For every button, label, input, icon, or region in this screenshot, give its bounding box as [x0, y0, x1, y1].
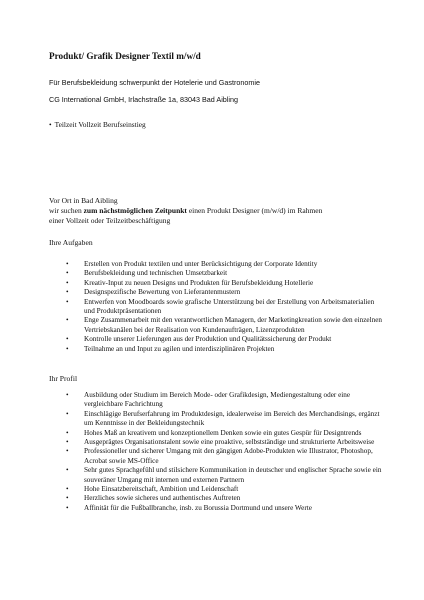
list-item: • Kreativ-Input zu neuen Designs und Produkten für Berufsbekleidung Hotellerie: [66, 279, 386, 288]
bullet-icon: •: [49, 120, 52, 129]
list-item: • Hohe Einsatzbereitschaft, Ambition und Leidenschaft: [66, 485, 386, 494]
list-item: • Einschlägige Berufserfahrung im Produktdesign, idealerweise im Bereich des Merchandisings, ergänzt um Kenntnisse in der Bekleidungstechnik: [66, 410, 386, 429]
list-item: • Ausbildung oder Studium im Bereich Mode- oder Grafikdesign, Mediengestaltung oder eine vergleichbare Fachrichtung: [66, 391, 386, 410]
company-address: CG International GmbH, Irlachstraße 1a, 83043 Bad Aibling: [49, 95, 238, 104]
subtitle-line: Für Berufsbekleidung schwerpunkt der Hotelerie und Gastronomie: [49, 78, 260, 87]
aufgaben-heading: Ihre Aufgaben: [49, 238, 93, 247]
employment-type: [49, 120, 146, 129]
profil-heading: Ihr Profil: [49, 374, 78, 383]
employment-type-text: Teilzeit Vollzeit Berufseinstieg: [54, 120, 146, 129]
intro-line3: einer Vollzeit oder Teilzeitbeschäftigung: [49, 216, 171, 225]
intro-lead: wir suchen: [49, 206, 84, 215]
list-item: • Erstellen von Produkt textilen und unter Berücksichtigung der Corporate Identity: [66, 260, 386, 269]
profil-list: [66, 391, 386, 513]
list-item: • Hohes Maß an kreativem und konzeptionellem Denken sowie ein gutes Gespür für Designtrends: [66, 429, 386, 438]
list-item: • Affinität für die Fußballbranche, insb. zu Borussia Dortmund und unsere Werte: [66, 504, 386, 513]
list-item: • Teilnahme an und Input zu agilen und interdisziplinären Projekten: [66, 345, 386, 354]
list-item: • Designspezifische Bewertung von Lieferantenmustern: [66, 288, 386, 297]
intro-rest: einen Produkt Designer (m/w/d) im Rahmen: [186, 206, 323, 215]
list-item: • Enge Zusammenarbeit mit den verantwortlichen Managern, der Marketingkreation sowie den einzelnen Vertriebskanälen bei der Realisation von Kundenaufträgen, Lizenzprodukten: [66, 316, 386, 335]
list-item: • Sehr gutes Sprachgefühl und stilsichere Kommunikation in deutscher und englischer Sprache sowie ein souveräner Umgang mit internen und externen Partnern: [66, 466, 386, 485]
list-item: • Berufsbekleidung und technischen Umsetzbarkeit: [66, 269, 386, 278]
intro-bold: zum nächstmöglichen Zeitpunkt: [83, 206, 187, 215]
list-item: • Kontrolle unserer Lieferungen aus der Produktion und Qualitätssicherung der Produkt: [66, 335, 386, 344]
list-item: • Professioneller und sicherer Umgang mit den gängigen Adobe-Produkten wie Illustrator, Photoshop, Acrobat sowie MS-Office: [66, 447, 386, 466]
intro-paragraph: [49, 196, 322, 226]
list-item: • Herzliches sowie sicheres und authentisches Auftreten: [66, 494, 386, 503]
list-item: • Ausgeprägtes Organisationstalent sowie eine proaktive, selbstständige und strukturierte Arbeitsweise: [66, 438, 386, 447]
aufgaben-list: [66, 260, 386, 354]
intro-location: Vor Ort in Bad Aibling: [49, 196, 118, 205]
intro-sentence: [49, 206, 322, 216]
list-item: • Entwerfen von Moodboards sowie grafische Unterstützung bei der Erstellung von Arbeitsmaterialien und Produktpräsentationen: [66, 298, 386, 317]
job-title: Produkt/ Grafik Designer Textil m/w/d: [49, 51, 201, 61]
